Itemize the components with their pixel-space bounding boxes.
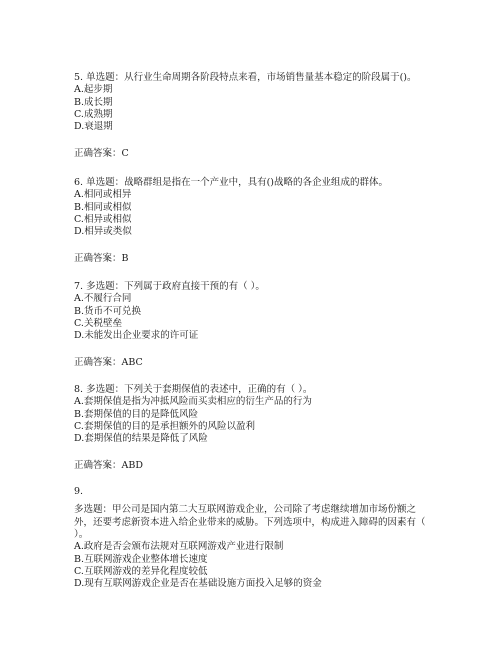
option-d: D.相异或类似	[74, 226, 132, 238]
option-d: D.现有互联网游戏企业是否在基础设施方面投入足够的资金	[74, 578, 322, 590]
question-6	[74, 177, 434, 265]
correct-answer: 正确答案：C	[74, 147, 129, 159]
option-d: D.套期保值的结果是降低了风险	[74, 433, 208, 445]
option-c: C.套期保值的目的是承担额外的风险以盈利	[74, 421, 255, 433]
option-a: A.不履行合同	[74, 293, 132, 305]
option-c: C.相异或相似	[74, 214, 132, 226]
correct-answer: 正确答案：ABD	[74, 459, 143, 471]
option-d: D.未能发出企业要求的许可证	[74, 330, 199, 342]
question-5	[74, 72, 434, 160]
option-b: B.成长期	[74, 96, 113, 108]
question-stem: 5. 单选题：从行业生命周期各阶段特点来看，市场销售量基本稳定的阶段属于()。	[74, 72, 417, 83]
option-c: C.互联网游戏的差异化程度较低	[74, 566, 208, 578]
question-stem: 8. 多选题：下列关于套期保值的表述中，正确的有（ ）。	[74, 384, 313, 395]
option-b: B.相同或相似	[74, 201, 132, 213]
question-stem: 7. 多选题：下列属于政府直接干预的有（ ）。	[74, 281, 265, 292]
question-7	[74, 281, 434, 369]
question-9	[74, 486, 434, 591]
option-a: A.相同或相异	[74, 189, 132, 201]
option-c: C.成熟期	[74, 109, 113, 121]
correct-answer: 正确答案：ABC	[74, 356, 143, 368]
option-a: A.套期保值是指为冲抵风险而买卖相应的衍生产品的行为	[74, 396, 312, 408]
option-c: C.关税壁垒	[74, 318, 122, 330]
option-b: B.货币不可兑换	[74, 305, 142, 317]
question-8	[74, 384, 434, 472]
question-stem: 6. 单选题：战略群组是指在一个产业中，具有()战略的各企业组成的群体。	[74, 177, 388, 188]
option-a: A.起步期	[74, 84, 113, 96]
option-d: D.衰退期	[74, 121, 113, 133]
correct-answer: 正确答案：B	[74, 252, 129, 264]
option-b: B.互联网游戏企业整体增长速度	[74, 553, 208, 565]
question-number: 9.	[74, 486, 84, 497]
option-a: A.政府是否会颁布法规对互联网游戏产业进行限制	[74, 541, 284, 553]
option-b: B.套期保值的目的是降低风险	[74, 408, 199, 420]
question-stem: 多选题：甲公司是国内第二大互联网游戏企业，公司除了考虑继续增加市场份额之外，还要考虑新资本进入给企业带来的威胁。下列选项中，构成进入障碍的因素有（ ）。	[74, 504, 426, 541]
